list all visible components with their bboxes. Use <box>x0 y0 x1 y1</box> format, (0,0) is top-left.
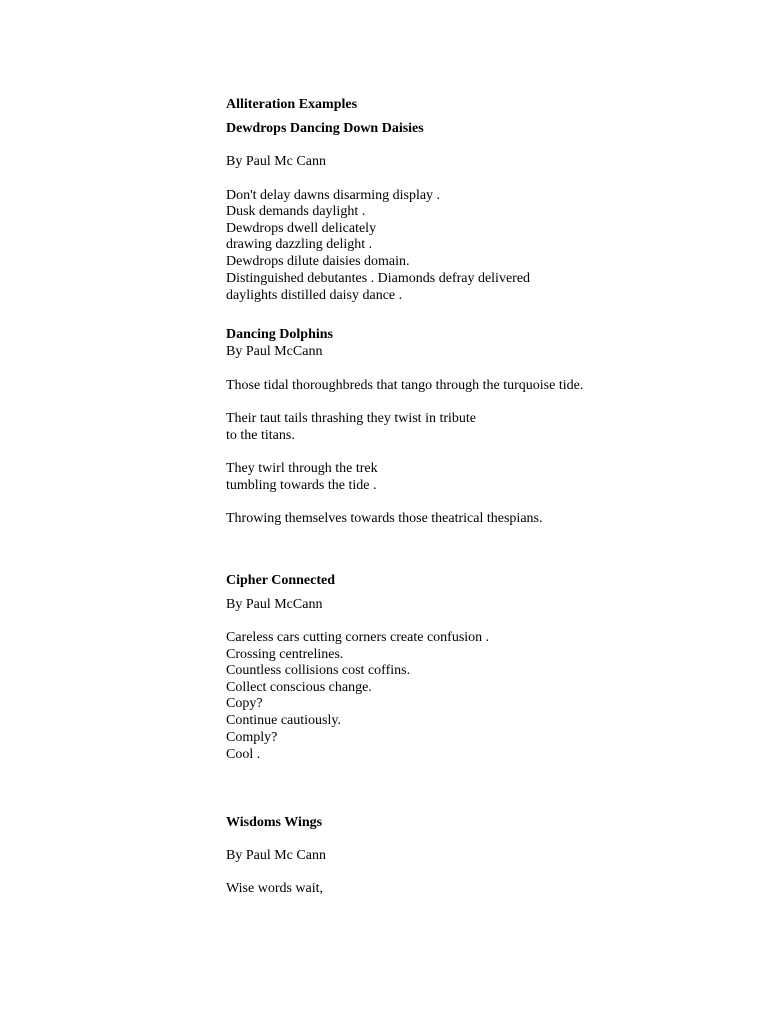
poem-line: Collect conscious change. <box>226 680 372 695</box>
poem-author: By Paul McCann <box>226 344 323 359</box>
poem-title: Dancing Dolphins <box>226 327 333 342</box>
poem-line: Dewdrops dilute daisies domain. <box>226 254 410 269</box>
poem-title: Wisdoms Wings <box>226 815 323 830</box>
poem-line: Copy? <box>226 696 263 711</box>
poem-line: to the titans. <box>226 428 295 443</box>
poem-line: Cool . <box>226 747 261 762</box>
poem-line: tumbling towards the tide . <box>226 478 377 493</box>
poem-line: Dusk demands daylight . <box>226 204 366 219</box>
poem-author: By Paul Mc Cann <box>226 848 326 863</box>
poem-line: Throwing themselves towards those theatrical thespians. <box>226 511 543 526</box>
poem-line: Countless collisions cost coffins. <box>226 663 411 678</box>
poem-line: They twirl through the trek <box>226 461 378 476</box>
document-heading: Alliteration Examples <box>226 97 358 112</box>
poem-author: By Paul Mc Cann <box>226 154 326 169</box>
poem-line: Dewdrops dwell delicately <box>226 221 377 236</box>
poem-line: Distinguished debutantes . Diamonds defray delivered <box>226 271 531 286</box>
poem-line: Continue cautiously. <box>226 713 341 728</box>
poem-line: Don't delay dawns disarming display . <box>226 188 441 203</box>
poem-title: Dewdrops Dancing Down Daisies <box>226 121 424 136</box>
poem-line: drawing dazzling delight . <box>226 237 373 252</box>
poem-title: Cipher Connected <box>226 573 336 588</box>
poem-line: Comply? <box>226 730 278 745</box>
poem-line: daylights distilled daisy dance . <box>226 288 403 303</box>
poem-line: Those tidal thoroughbreds that tango through the turquoise tide. <box>226 378 584 393</box>
poem-line: Wise words wait, <box>226 881 324 896</box>
poem-line: Careless cars cutting corners create confusion . <box>226 630 490 645</box>
poem-author: By Paul McCann <box>226 597 323 612</box>
poem-line: Crossing centrelines. <box>226 647 344 662</box>
poem-line: Their taut tails thrashing they twist in tribute <box>226 411 477 426</box>
